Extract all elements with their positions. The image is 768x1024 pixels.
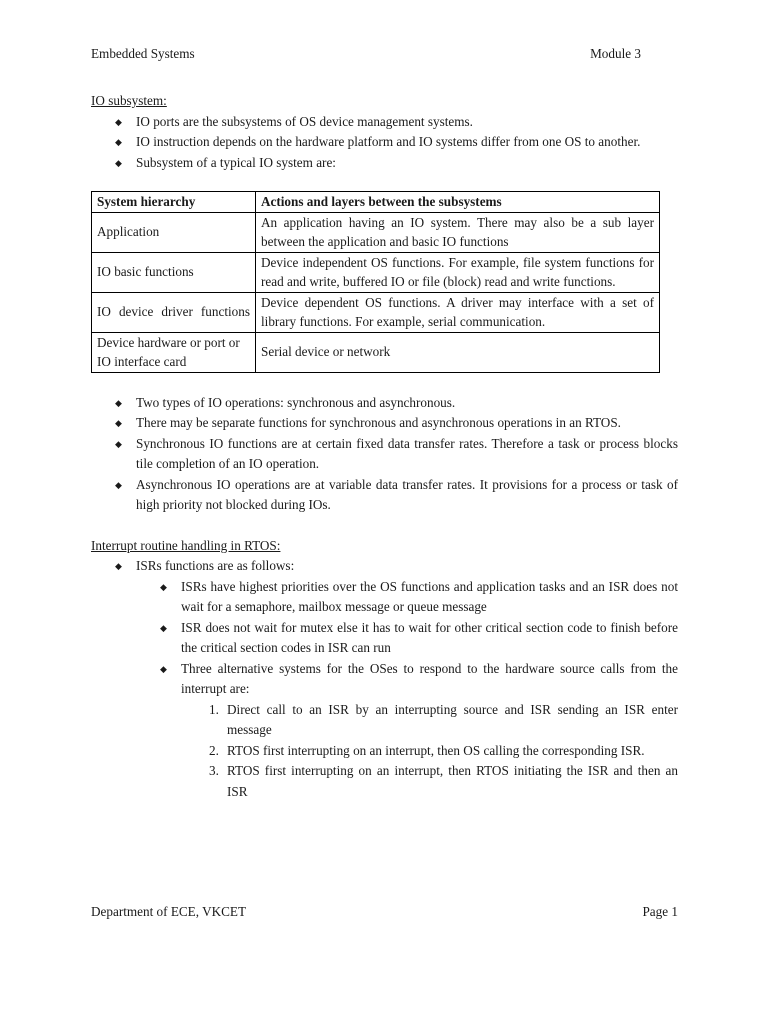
table-row bbox=[92, 332, 660, 372]
list-item: ◆ Three alternative systems for the OSes to respond to the hardware source calls from the interrupt are: bbox=[160, 660, 678, 696]
header-module: Module 3 bbox=[590, 46, 641, 61]
bullet-icon: ◆ bbox=[160, 581, 167, 592]
table-row bbox=[92, 292, 660, 332]
page-content bbox=[91, 91, 678, 802]
table-header-row bbox=[92, 192, 660, 213]
list-item: ◆ Two types of IO operations: synchronous and asynchronous. bbox=[91, 393, 678, 414]
io-subsystem-bullets bbox=[91, 112, 678, 174]
list-item: ◆ ISR does not wait for mutex else it has to wait for other critical section code to finish before the critical section codes in ISR can run bbox=[160, 619, 678, 655]
list-item: ◆ There may be separate functions for synchronous and asynchronous operations in an RTOS. bbox=[91, 413, 678, 434]
bullet-icon: ◆ bbox=[115, 561, 122, 571]
io-system-hierarchy-table bbox=[91, 191, 660, 373]
list-item: ◆ Subsystem of a typical IO system are: bbox=[91, 153, 678, 174]
header-course-title: Embedded Systems bbox=[91, 46, 195, 61]
bullet-icon: ◆ bbox=[115, 157, 122, 168]
table-cell: Serial device or network bbox=[256, 332, 660, 372]
table-cell: Device independent OS functions. For example, file system functions for read and write, buffered IO or file (block) read and write functions. bbox=[256, 252, 660, 292]
list-item: 3. RTOS first interrupting on an interrupt, then RTOS initiating the ISR and then an ISR bbox=[209, 763, 678, 799]
table-cell: IO basic functions bbox=[92, 252, 256, 292]
list-item: ◆ Synchronous IO functions are at certain fixed data transfer rates. Therefore a task or process blocks tile completion of an IO operation. bbox=[115, 435, 678, 471]
bullet-icon: ◆ bbox=[115, 137, 122, 147]
list-item: ◆ IO instruction depends on the hardware platform and IO systems differ from one OS to another. bbox=[91, 132, 678, 153]
bullet-icon: ◆ bbox=[115, 397, 122, 408]
column-header: Actions and layers between the subsystems bbox=[256, 192, 660, 213]
io-operations-bullets bbox=[91, 393, 678, 516]
footer-department: Department of ECE, VKCET bbox=[91, 904, 247, 919]
table-cell: An application having an IO system. There may also be a sub layer between the application and basic IO functions bbox=[256, 212, 660, 252]
isr-bullets bbox=[91, 556, 678, 577]
bullet-icon: ◆ bbox=[115, 116, 122, 127]
list-item: ◆ IO ports are the subsystems of OS device management systems. bbox=[91, 112, 678, 133]
bullet-icon: ◆ bbox=[115, 438, 122, 449]
table-row bbox=[92, 252, 660, 292]
page-footer bbox=[91, 902, 678, 923]
bullet-icon: ◆ bbox=[115, 479, 122, 490]
page-header bbox=[91, 44, 641, 65]
list-item: 1. Direct call to an ISR by an interrupting source and ISR sending an ISR enter message bbox=[209, 701, 678, 737]
section-heading-io-subsystem: IO subsystem: bbox=[91, 93, 167, 108]
interrupt-response-numbered-list bbox=[181, 700, 678, 803]
bullet-icon: ◆ bbox=[160, 663, 167, 674]
section-heading-interrupt-routine: Interrupt routine handling in RTOS: bbox=[91, 537, 281, 553]
list-item: ◆ ISRs functions are as follows: bbox=[91, 556, 678, 577]
column-header: System hierarchy bbox=[92, 192, 256, 213]
table-row bbox=[92, 212, 660, 252]
footer-page-number: Page 1 bbox=[642, 904, 678, 919]
isr-sub-bullets bbox=[136, 577, 678, 700]
table-cell: Device dependent OS functions. A driver may interface with a set of library functions. For example, serial communication. bbox=[256, 292, 660, 332]
table-cell: Application bbox=[92, 212, 256, 252]
list-item: ◆ Asynchronous IO operations are at variable data transfer rates. It provisions for a process or task of high priority not blocked during IOs. bbox=[115, 476, 678, 512]
bullet-icon: ◆ bbox=[160, 622, 167, 633]
list-item: ◆ ISRs have highest priorities over the OS functions and application tasks and an ISR does not wait for a semaphore, mailbox message or queue message bbox=[160, 578, 678, 614]
bullet-icon: ◆ bbox=[115, 418, 122, 428]
list-item: 2. RTOS first interrupting on an interrupt, then OS calling the corresponding ISR. bbox=[209, 742, 645, 758]
table-cell: Device hardware or port or IO interface card bbox=[92, 332, 256, 372]
table-cell: IO device driver functions bbox=[92, 292, 256, 332]
